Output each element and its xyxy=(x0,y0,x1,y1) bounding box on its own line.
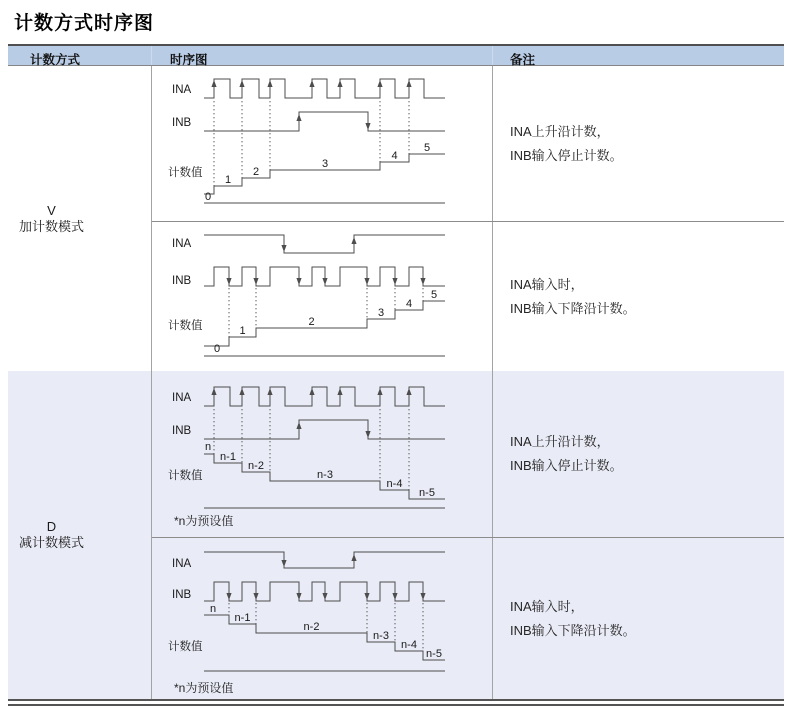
svg-text:5: 5 xyxy=(423,142,431,154)
svg-text:INB: INB xyxy=(172,275,192,287)
mode-name-down-count: 减计数模式 xyxy=(18,535,84,550)
svg-text:n-1: n-1 xyxy=(220,451,236,463)
header-cell-counting-mode: 计数方式 xyxy=(8,46,152,65)
mode-name-up-count: 加计数模式 xyxy=(18,218,84,234)
svg-text:4: 4 xyxy=(391,150,398,162)
remark-line: INB输入停止计数。 xyxy=(510,458,623,473)
svg-text:n-3: n-3 xyxy=(317,469,333,481)
mode-cell-v xyxy=(8,66,152,371)
diagram-cell-down-a xyxy=(152,371,493,537)
mode-code-v: V xyxy=(47,202,56,218)
table-row xyxy=(152,66,784,222)
svg-text:INA: INA xyxy=(172,392,192,404)
mode-group-down-count xyxy=(8,371,784,699)
svg-text:计数值: 计数值 xyxy=(168,470,203,482)
svg-text:2: 2 xyxy=(308,316,315,328)
mode-group-up-count xyxy=(8,66,784,371)
remark-line: INA上升沿计数， xyxy=(510,123,610,139)
remark-line: INA上升沿计数， xyxy=(510,434,610,449)
svg-text:n: n xyxy=(205,441,212,453)
svg-text:n-2: n-2 xyxy=(248,460,264,472)
svg-text:*n为预设值: *n为预设值 xyxy=(174,514,234,528)
svg-text:3: 3 xyxy=(377,307,385,319)
svg-text:INA: INA xyxy=(172,558,192,570)
svg-text:n-2: n-2 xyxy=(303,621,320,633)
remark-cell xyxy=(493,222,784,371)
page-title: 计数方式时序图 xyxy=(14,13,155,34)
svg-text:2: 2 xyxy=(252,166,260,178)
timing-diagram-down-a xyxy=(152,371,493,538)
remark-line: INB输入下降沿计数。 xyxy=(510,622,636,638)
svg-text:INA: INA xyxy=(172,238,192,250)
svg-text:INA: INA xyxy=(172,84,192,96)
svg-text:计数值: 计数值 xyxy=(168,641,203,653)
remark-cell xyxy=(493,66,784,221)
svg-text:INB: INB xyxy=(172,589,192,601)
table-row xyxy=(152,538,784,699)
remark-line: INB输入下降沿计数。 xyxy=(510,300,636,316)
svg-text:0: 0 xyxy=(214,343,221,355)
remark-line: INB输入停止计数。 xyxy=(510,147,623,163)
remark-line: INA输入时， xyxy=(510,598,584,614)
svg-text:4: 4 xyxy=(405,298,413,310)
svg-text:n-5: n-5 xyxy=(419,487,435,499)
mode-v-rows xyxy=(152,66,784,371)
svg-text:3: 3 xyxy=(321,158,329,170)
diagram-cell-up-a xyxy=(152,66,493,221)
svg-text:n-3: n-3 xyxy=(373,630,389,642)
table-row xyxy=(152,371,784,538)
svg-text:*n为预设值: *n为预设值 xyxy=(174,681,234,695)
diagram-cell-down-b xyxy=(152,538,493,699)
timing-diagram-up-a xyxy=(152,66,493,222)
diagram-cell-up-b xyxy=(152,222,493,371)
table-bottom-double-border xyxy=(8,699,784,706)
timing-diagram-up-b xyxy=(152,222,493,371)
svg-text:1: 1 xyxy=(224,174,232,186)
svg-text:n-5: n-5 xyxy=(426,648,442,660)
svg-text:5: 5 xyxy=(430,289,438,301)
remark-line: INA输入时， xyxy=(510,276,584,292)
svg-text:n-4: n-4 xyxy=(386,478,403,490)
header-cell-remark: 备注 xyxy=(510,53,536,67)
svg-text:1: 1 xyxy=(239,325,246,337)
svg-text:计数值: 计数值 xyxy=(168,167,203,179)
table-row xyxy=(152,222,784,371)
svg-text:0: 0 xyxy=(205,191,212,203)
svg-text:n: n xyxy=(210,603,217,615)
svg-text:n-1: n-1 xyxy=(234,612,251,624)
timing-table xyxy=(8,44,784,706)
remark-cell xyxy=(493,371,784,537)
remark-cell xyxy=(493,538,784,699)
svg-text:计数值: 计数值 xyxy=(168,320,203,332)
mode-d-rows xyxy=(152,371,784,699)
svg-text:INB: INB xyxy=(172,425,192,437)
mode-code-d: D xyxy=(46,519,57,534)
svg-text:INB: INB xyxy=(172,117,192,129)
header-cell-timing-diagram: 时序图 xyxy=(152,46,493,65)
mode-cell-d xyxy=(8,371,152,699)
timing-diagram-down-b xyxy=(152,538,493,699)
svg-text:n-4: n-4 xyxy=(401,639,417,651)
table-header-row xyxy=(8,44,784,66)
